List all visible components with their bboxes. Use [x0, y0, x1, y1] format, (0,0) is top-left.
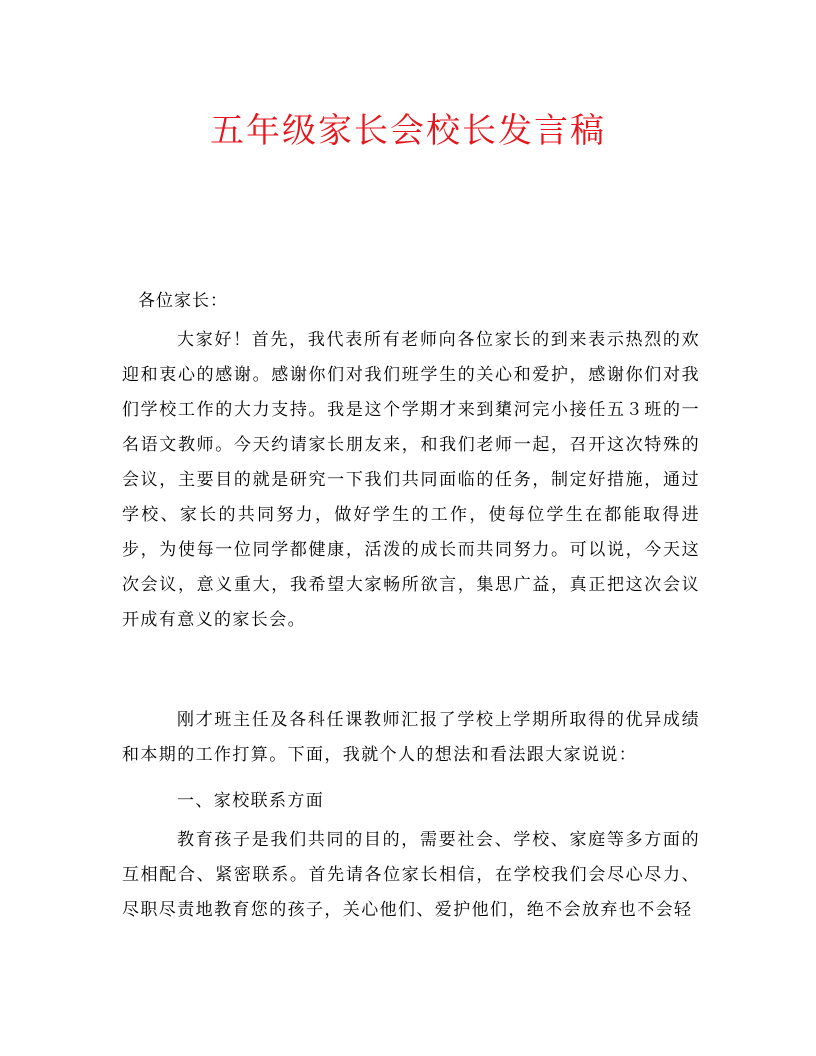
- paragraph-intro: 刚才班主任及各科任课教师汇报了学校上学期所取得的优异成绩和本期的工作打算。下面，我就个人的想法和看法跟大家说说：: [122, 710, 700, 765]
- paragraph-home-school: 教育孩子是我们共同的目的，需要社会、学校、家庭等多方面的互相配合、紧密联系。首先请各位家长相信，在学校我们会尽心尽力、尽职尽责地教育您的孩子，关心他们、爱护他们，绝不会放弃也不会轻: [122, 830, 700, 920]
- section-heading-home-school: 一、家校联系方面: [177, 791, 325, 811]
- paragraph-welcome: 大家好！首先，我代表所有老师向各位家长的到来表示热烈的欢迎和衷心的感谢。感谢你们对我们班学生的关心和爱护，感谢你们对我们学校工作的大力支持。我是这个学期才来到橥河完小接任五３班的一名语文教师。今天约请家长朋友来，和我们老师一起，召开这次特殊的会议，主要目的就是研究一下我们共同面临的任务，制定好措施，通过学校、家长的共同努力，做好学生的工作，使每位学生在都能取得进步，为使每一位同学都健康，活泼的成长而共同努力。可以说，今天这次会议，意义重大，我希望大家畅所欲言，集思广益，真正把这次会议开成有意义的家长会。: [122, 330, 700, 630]
- document-title: 五年级家长会校长发言稿: [210, 111, 606, 151]
- salutation: 各位家长：: [138, 291, 228, 311]
